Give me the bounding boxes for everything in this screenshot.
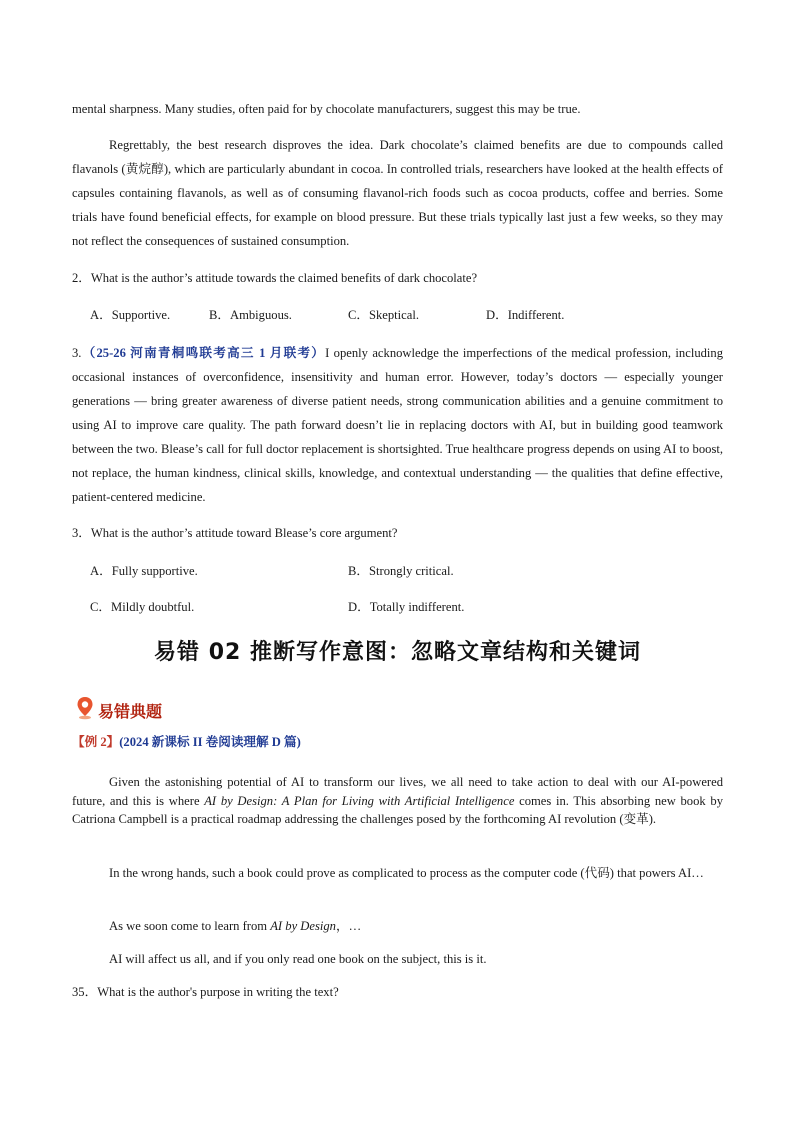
- question-3-option-d: D．Totally indifferent.: [348, 600, 465, 614]
- book-title: AI by Design: A Plan for Living with Artificial Intelligence: [204, 793, 515, 808]
- example-source: (2024 新课标 II 卷阅读理解 D 篇): [119, 735, 301, 749]
- passage-paragraph-1: [72, 773, 723, 829]
- question-2-option-a: A．Supportive.: [90, 308, 171, 322]
- question-3-option-c: C．Mildly doubtful.: [90, 600, 195, 614]
- error-prone-badge: [76, 696, 162, 725]
- passage-paragraph-3: [72, 917, 723, 936]
- passage-p1-text-b: comes in. This absorbing new book by Catriona Campbell is a practical roadmap addressing the challenges posed by the forthcoming AI revolution (变革).: [72, 793, 723, 826]
- passage-p3-text-a: As we soon come to learn from: [109, 919, 271, 933]
- example-number: 【例 2】: [72, 735, 120, 749]
- location-pin-icon: [76, 696, 94, 725]
- book-title-short: AI by Design: [270, 919, 336, 933]
- question-2-option-d: D．Indifferent.: [486, 308, 565, 322]
- item-3-text: I openly acknowledge the imperfections of the medical profession, including occasional instances of overconfidence, insensitivity and human error. However, today’s doctors — especially younger generations — bring greater awareness of diverse patient needs, strong communication abilities and a genuine commitment to using AI to improve care quality. The path forward doesn’t lie in replacing doctors with AI, but in building good teamwork between the two. Blease’s call for full doctor replacement is shortsighted. True healthcare progress depends on using AI to boost, not replace, the human kindness, clinical skills, knowledge, and contextual understanding — the qualities that define effective, patient-centered medicine.: [72, 346, 724, 504]
- paragraph-regrettably: Regrettably, the best research disproves the idea. Dark chocolate’s claimed benefits are due to compounds called flavanols (黄烷醇), which are particularly abundant in cocoa. In controlled trials, researchers have looked at the health effects of capsules containing flavanols, as well as of consuming flavanol-rich foods such as cocoa products, coffee and berries. Some trials have found beneficial effects, for example on blood pressure. But these trials typically last just a few weeks, so they may not reflect the consequences of sustained consumption.: [72, 138, 723, 248]
- question-35-stem: 35．What is the author's purpose in writing the text?: [72, 985, 339, 999]
- question-2-stem: 2．What is the author’s attitude towards the claimed benefits of dark chocolate?: [72, 271, 478, 285]
- item-3-source: （25-26 河南青桐鸣联考高三 1 月联考）: [81, 346, 326, 360]
- question-2-option-c: C．Skeptical.: [348, 308, 420, 322]
- item-3-number: 3.: [72, 346, 82, 360]
- question-3-option-b: B．Strongly critical.: [348, 564, 454, 578]
- passage-paragraph-4: AI will affect us all, and if you only read one book on the subject, this is it.: [109, 952, 487, 966]
- badge-label: 易错典题: [98, 702, 163, 721]
- item-3-passage: [72, 341, 723, 509]
- paragraph-intro-end: mental sharpness. Many studies, often paid for by chocolate manufacturers, suggest this may be true.: [72, 102, 581, 116]
- passage-paragraph-2: In the wrong hands, such a book could prove as complicated to process as the computer code (代码) that powers AI…: [109, 866, 704, 880]
- section-title: 易错 02 推断写作意图：忽略文章结构和关键词: [154, 640, 641, 665]
- question-3-option-a: A．Fully supportive.: [90, 564, 198, 578]
- example-heading: [72, 732, 301, 752]
- question-3-stem: 3．What is the author’s attitude toward Blease’s core argument?: [72, 526, 398, 540]
- passage-p1-text-a: Given the astonishing potential of AI to transform our lives, we all need to take action to deal with our AI-powered future, and this is where: [72, 775, 723, 808]
- passage-p3-text-b: ，…: [335, 919, 362, 933]
- question-2-option-b: B．Ambiguous.: [209, 308, 292, 322]
